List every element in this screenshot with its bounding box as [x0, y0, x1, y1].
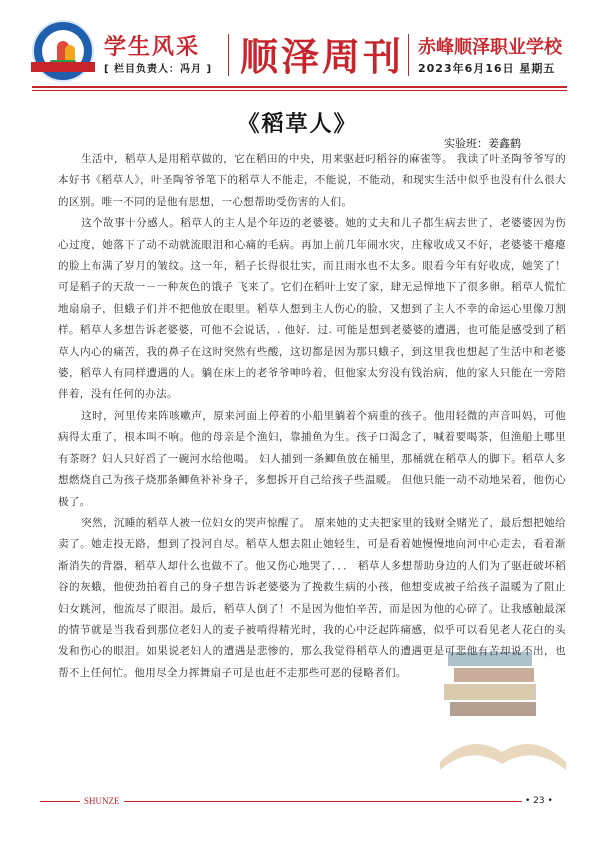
- column-name: 学生风采: [104, 35, 201, 60]
- logo-figure-yellow: [65, 45, 75, 61]
- article-paragraph-2: 这个故事十分感人。稻草人的主人是个年迈的老婆婆。她的丈夫和儿子都生病去世了，老婆婆因为伤心过度，她落下了动不动就流眼泪和心痛的毛病。再加上前几年闹水灾，庄稼收成又不好，老婆婆干瘪瘪的脸上布满了岁月的皱纹。这一年，稻子长得很壮实，而且雨水也不太多。眼看今年有好收成，她笑了！可是稻子的天敌一－一种灰色的饿子 飞来了。它们在稻叶上安了家，肆无忌惮地下了很多卵。稻草人慌忙地扇扇子，但蛾子们并不把他放在眼里。稻草人想到主人伤心的脸，又想到了主人不幸的命运心里像刀割样。稻草人多想告诉老婆婆，可他不会说话，. 他好．过. 可能是想到老婆婆的遭遇，也可能是感受到了稻草人内心的痛苦，我的鼻子在这时突然有些酸，这切都是因为那只蛾子，到这里我也想起了生活中和老婆婆，稻草人有同样遭遇的人。躺在床上的老爷爷呻吟着，但他家太穷没有钱治病，他的家人只能在一旁陪伴着，没有任何的办法。: [58, 217, 566, 401]
- footer-brand: SHUNZE: [80, 796, 124, 806]
- logo-banner: [31, 62, 95, 72]
- school-logo-icon: [32, 20, 94, 82]
- header-rule-thin: [32, 90, 567, 91]
- article-body: [58, 149, 566, 684]
- article-paragraph-3: 这时，河里传来阵咳嗽声，原来河面上停着的小船里躺着个病重的孩子。他用轻微的声音叫妈，可他病得太重了，根本叫不响。他的母亲是个渔妇，靠捕鱼为生。孩子口渴念了，喊着要喝茶，但渔船上哪里有茶呀？妇人只好舀了一碗河水给他喝。 妇人捕到一条鲫鱼放在桶里，那桶就在稻草人的脚下。稻草人多想燃烧自己为孩子烧那条鲫鱼补补身子，多想拆开自己给孩子些温暖。 但他只能一动不动地呆着，他伤心极了。: [58, 409, 566, 508]
- header-rule-thick: [32, 86, 567, 88]
- school-name: 赤峰顺泽职业学校: [418, 37, 562, 58]
- issue-date: 2023年6月16日 星期五: [418, 62, 556, 75]
- article-paragraph-1: 生活中，稻草人是用稻草做的，它在稻田的中央，用来驱赶叼稻谷的麻雀等。 我读了叶圣陶爷爷写的本好书《稻草人》，叶圣陶爷爷笔下的稻草人不能走，不能说，不能动，和现实生活中似乎也没有什么很大的区别。唯一不同的是他有思想，一心想帮助受伤害的人们。: [58, 153, 566, 208]
- open-book: [440, 744, 566, 770]
- book-3: [444, 684, 536, 700]
- header-divider-left: [228, 34, 229, 76]
- column-editor: [ 栏目负责人：冯月 ]: [104, 64, 213, 75]
- article-byline: 实验班：姜鑫鹤: [444, 137, 521, 150]
- book-4: [450, 702, 536, 716]
- article-title: 《稻草人》: [237, 112, 358, 137]
- header-divider-right: [408, 34, 409, 76]
- article-paragraph-4: 突然，沉睡的稻草人被一位妇女的哭声惊醒了。 原来她的丈夫把家里的钱财全赌光了，最后想把她给卖了。她走投无路，想到了投河自尽。稻草人想去阻止她轻生，可是看着她慢慢地向河中心走去，看着渐渐消失的背器，稻草人却什么也做不了。他又伤心地哭了．．． 稻草人多想帮助身边的人们为了驱赶破坏稻谷的灰蛾，他使劲拍着自己的身子想告诉老婆婆为了挽救生病的小孩，他想变成被子给孩子温暖为了阻止妇女跳河，他流尽了眼泪。最后，稻草人倒了！不是因为他怕辛苦，而是因为他的心碎了。让我感触最深的情节就是当我看到那位老妇人的麦子被啃得精光时，我的心中泛起阵痛感，似乎可以看见老人花白的头发和伤心的眼泪。如果说老妇人的遭遇是悲惨的，那么我觉得稻草人的遭遇更是可悲他有苦却说不出，也帮不上任何忙。他用尽全力挥舞扇子可是也赶不走那些可恶的侵略者们。: [58, 516, 566, 679]
- page-header: [0, 0, 595, 110]
- magazine-title: 顺泽周刊: [240, 35, 405, 79]
- page-number: • 23 •: [522, 796, 556, 806]
